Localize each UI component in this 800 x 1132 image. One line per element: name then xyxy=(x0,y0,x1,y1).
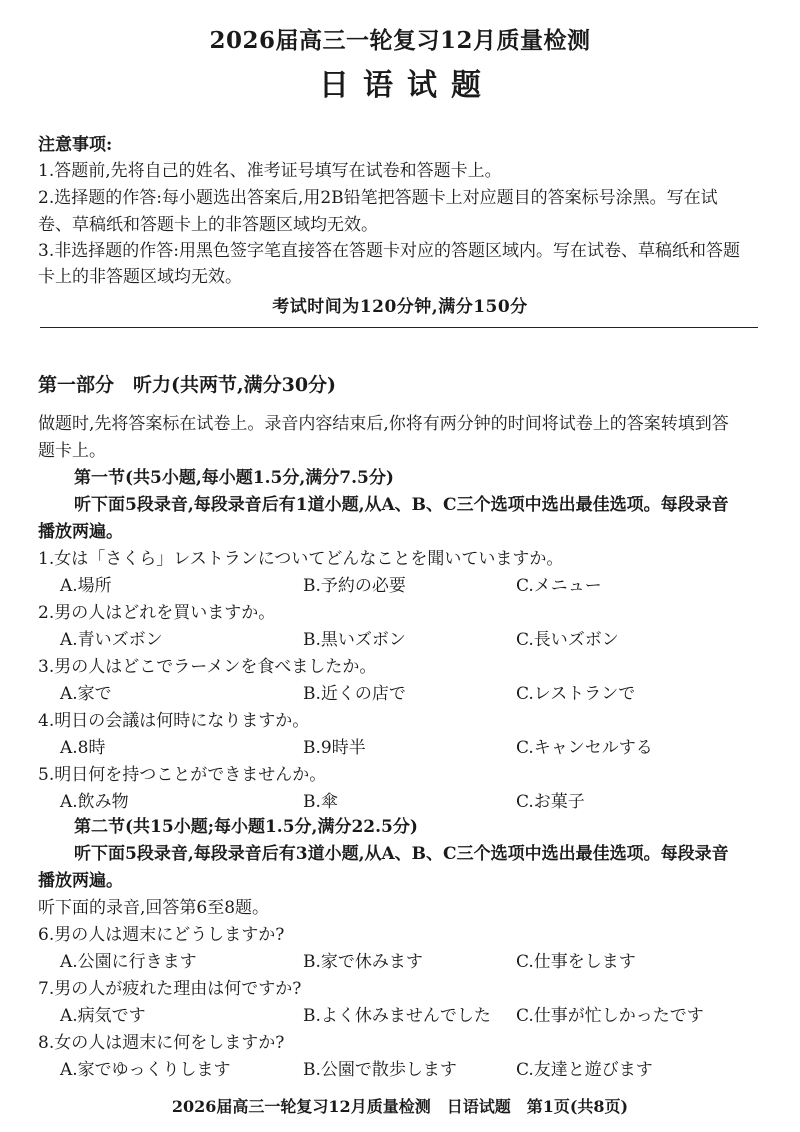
question-stem: 2.男の人はどれを買いますか。 xyxy=(38,603,276,623)
note-line: 3.非选择题的作答:用黑色签字笔直接答在答题卡对应的答题区域内。写在试卷、草稿纸和答题 xyxy=(38,241,740,261)
section1-instruction: 听下面5段录音,每段录音后有1道小题,从A、B、C三个选项中选出最佳选项。每段录音 xyxy=(74,495,729,515)
note-line: 卡上的非答题区域均无效。 xyxy=(38,267,242,287)
option-b: B.黒いズボン xyxy=(303,630,406,650)
option-b: B.よく休みませんでした xyxy=(303,1006,491,1026)
option-c: C.キャンセルする xyxy=(516,738,653,758)
notes-heading: 注意事项: xyxy=(38,135,113,155)
option-a: A.病気です xyxy=(60,1006,146,1026)
question-stem: 3.男の人はどこでラーメンを食べましたか。 xyxy=(38,657,377,677)
question-stem: 6.男の人は週末にどうしますか? xyxy=(38,925,285,945)
note-line: 卷、草稿纸和答题卡上的非答题区域均无效。 xyxy=(38,215,378,235)
option-b: B.傘 xyxy=(303,792,338,812)
option-b: B.公園で散歩します xyxy=(303,1060,457,1080)
question-stem: 5.明日何を持つことができませんか。 xyxy=(38,765,327,785)
exam-series-title: 2026届高三一轮复习12月质量检测 xyxy=(209,27,591,54)
question-stem: 4.明日の会議は何時になりますか。 xyxy=(38,711,310,731)
group-intro: 听下面的录音,回答第6至8题。 xyxy=(38,898,270,918)
question-stem: 1.女は「さくら」レストランについてどんなことを聞いていますか。 xyxy=(38,549,564,569)
note-line: 2.选择题的作答:每小题选出答案后,用2B铅笔把答题卡上对应题目的答案标号涂黑。写在试 xyxy=(38,188,718,208)
option-c: C.仕事が忙しかったです xyxy=(516,1006,704,1026)
section1-heading: 第一节(共5小题,每小题1.5分,满分7.5分) xyxy=(74,468,394,488)
part1-intro-line: 题卡上。 xyxy=(38,441,106,461)
section2-instruction: 听下面5段录音,每段录音后有3道小题,从A、B、C三个选项中选出最佳选项。每段录音 xyxy=(74,844,729,864)
option-c: C.仕事をします xyxy=(516,952,636,972)
option-a: A.青いズボン xyxy=(60,630,163,650)
option-a: A.8時 xyxy=(60,738,106,758)
option-b: B.予約の必要 xyxy=(303,576,406,596)
section1-instruction: 播放两遍。 xyxy=(38,522,123,542)
option-a: A.家でゆっくりします xyxy=(60,1060,231,1080)
option-c: C.友達と遊びます xyxy=(516,1060,653,1080)
section2-heading: 第二节(共15小题;每小题1.5分,满分22.5分) xyxy=(74,817,418,837)
question-stem: 7.男の人が疲れた理由は何ですか? xyxy=(38,979,302,999)
option-b: B.9時半 xyxy=(303,738,366,758)
part1-intro-line: 做题时,先将答案标在试卷上。录音内容结束后,你将有两分钟的时间将试卷上的答案转填到答 xyxy=(38,414,729,434)
note-line: 1.答题前,先将自己的姓名、准考证号填写在试卷和答题卡上。 xyxy=(38,161,502,181)
option-c: C.レストランで xyxy=(516,684,636,704)
option-b: B.家で休みます xyxy=(303,952,423,972)
section2-instruction: 播放两遍。 xyxy=(38,871,123,891)
exam-time: 考试时间为120分钟,满分150分 xyxy=(272,297,528,317)
option-a: A.公園に行きます xyxy=(60,952,197,972)
option-b: B.近くの店で xyxy=(303,684,406,704)
option-a: A.家で xyxy=(60,684,112,704)
divider-line xyxy=(40,327,758,328)
option-c: C.メニュー xyxy=(516,576,602,596)
question-stem: 8.女の人は週末に何をしますか? xyxy=(38,1033,285,1053)
option-a: A.場所 xyxy=(60,576,112,596)
exam-subject-title: 日语试题 xyxy=(319,68,495,103)
option-c: C.長いズボン xyxy=(516,630,619,650)
part1-heading: 第一部分 听力(共两节,满分30分) xyxy=(38,374,337,396)
page-footer: 2026届高三一轮复习12月质量检测 日语试题 第1页(共8页) xyxy=(171,1097,629,1116)
option-c: C.お菓子 xyxy=(516,792,585,812)
option-a: A.飲み物 xyxy=(60,792,129,812)
